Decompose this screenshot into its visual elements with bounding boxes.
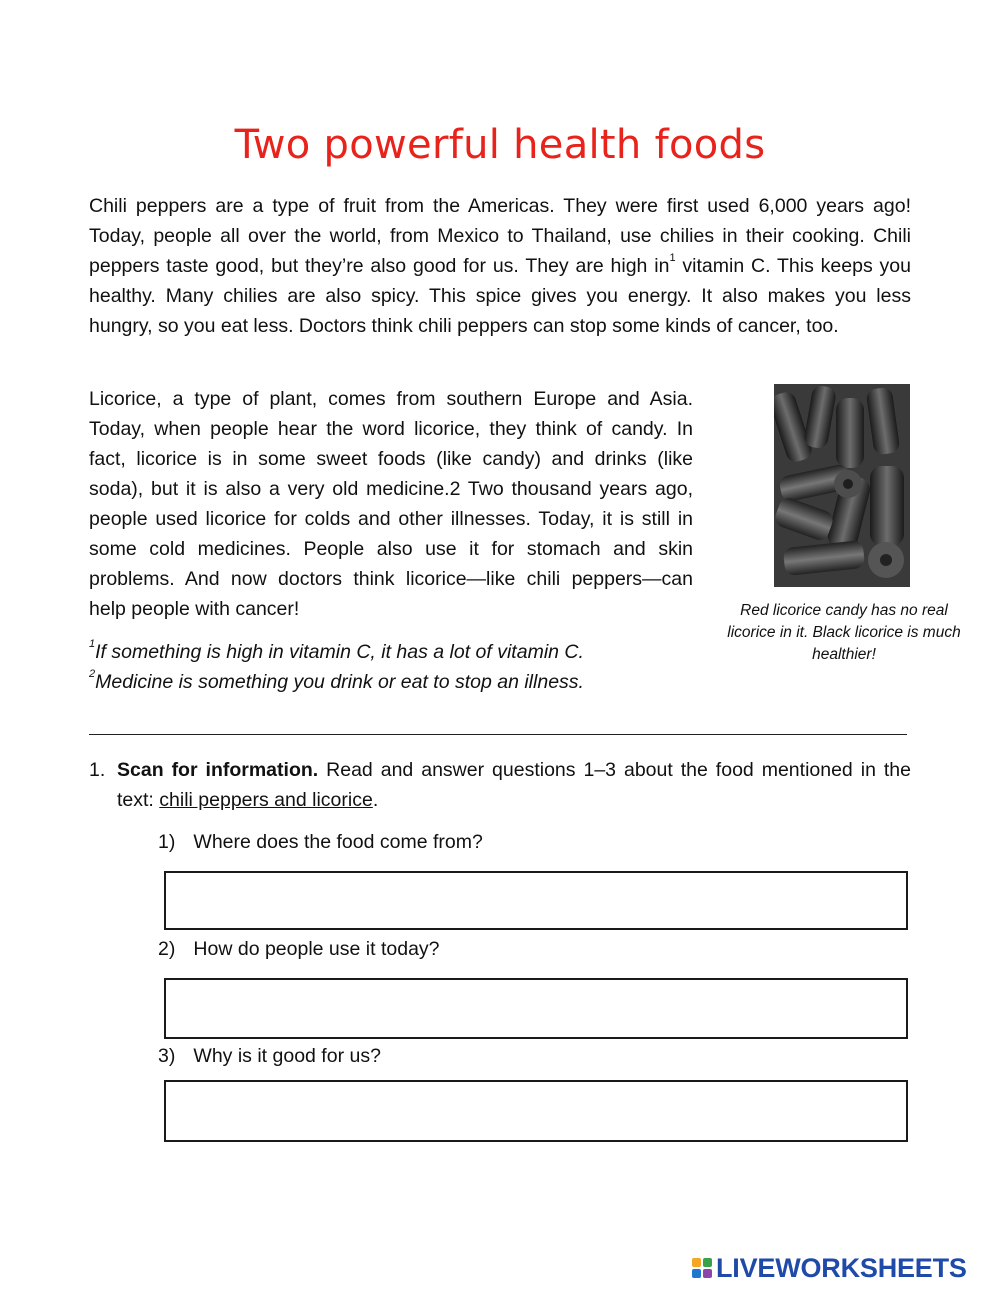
liveworksheets-logo (692, 1253, 967, 1283)
logo-square (692, 1269, 701, 1278)
question-text: Where does the food come from? (193, 831, 483, 853)
footnote-mark: 2 (89, 668, 96, 680)
footnote-text: If something is high in vitamin C, it has a lot of vitamin C. (95, 641, 584, 663)
exercise-instruction: Read and answer questions 1–3 about the food mentioned in the text: (117, 759, 911, 811)
footnote-text: Medicine is something you drink or eat to stop an illness. (95, 671, 584, 693)
exercise-topic: chili peppers and licorice (159, 789, 373, 811)
page-title: Two powerful health foods (234, 122, 766, 168)
logo-text: LIVEWORKSHEETS (716, 1252, 967, 1283)
question-text: Why is it good for us? (193, 1045, 381, 1067)
footnote-mark: 1 (89, 638, 96, 650)
licorice-image (774, 384, 910, 587)
answer-field-3[interactable] (164, 1080, 908, 1142)
paragraph-chili-peppers (89, 191, 911, 341)
paragraph-text: vitamin C. This keeps you healthy. Many chilies are also spicy. This spice gives you energy. It also makes you less hungry, so you eat less. Doctors think chili peppers can stop some kinds of cancer, too. (89, 255, 911, 337)
exercise-end: . (372, 789, 379, 811)
question-number: 1) (158, 831, 176, 853)
question-number: 3) (158, 1045, 176, 1067)
logo-square (692, 1258, 701, 1267)
logo-square (703, 1269, 712, 1278)
licorice-photo (774, 384, 910, 587)
footnote-1 (89, 637, 709, 667)
question-2 (158, 934, 440, 964)
footnotes (89, 637, 709, 697)
question-text: How do people use it today? (193, 938, 440, 960)
footnote-2 (89, 667, 709, 697)
footnote-ref: 1 (669, 252, 676, 264)
answer-field-2[interactable] (164, 978, 908, 1039)
exercise-heading: Scan for information. (117, 759, 319, 781)
paragraph-licorice: Licorice, a type of plant, comes from southern Europe and Asia. Today, when people hear the word licorice, they think of candy. In fact, licorice is in some sweet foods (like candy) and drinks (like soda), but it is also a very old medicine.2 Two thousand years ago, people used licorice for colds and other illnesses. Today, it is still in some cold medicines. People also use it for stomach and skin problems. And now doctors think licorice—like chili peppers—can help people with cancer! (89, 388, 693, 620)
divider-line (89, 734, 907, 735)
question-number: 2) (158, 938, 176, 960)
answer-field-1[interactable] (164, 871, 908, 930)
photo-caption: Red licorice candy has no real licorice in it. Black licorice is much healthier! (727, 602, 961, 663)
question-1 (158, 827, 483, 857)
exercise-instructions (89, 755, 911, 815)
question-3 (158, 1041, 381, 1071)
paragraph-text: Chili peppers are a type of fruit from the Americas. They were first used 6,000 years ago! Today, people all over the world, from Mexico to Thailand, use chilies in their cooking. Chili peppers taste good, but they’re also good for us. They are high in (89, 195, 911, 277)
exercise-text (117, 755, 911, 815)
logo-icon (692, 1258, 712, 1278)
exercise-number: 1. (89, 759, 106, 781)
logo-square (703, 1258, 712, 1267)
